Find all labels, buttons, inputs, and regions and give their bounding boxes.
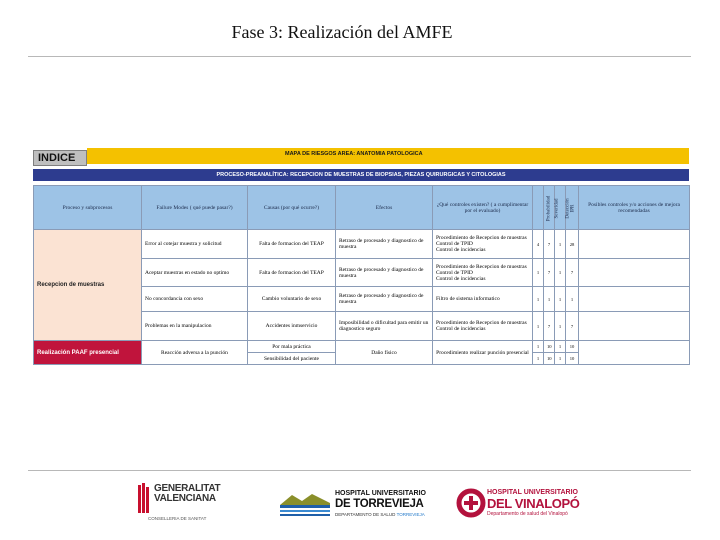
actions-cell	[579, 341, 690, 365]
torrevieja-sub-a: DEPARTAMENTO DE SALUD	[335, 512, 396, 517]
col-header-text: IPR	[570, 204, 576, 212]
controls-cell: Procedimiento de Recepcion de muestras Control de TPID Control de incidencias	[433, 259, 533, 287]
process-cell: Realización PAAF presencial	[34, 341, 142, 365]
torrevieja-emblem-icon	[278, 491, 332, 517]
col-header-text: Severidad	[554, 198, 560, 218]
vinalopo-line2: DEL VINALOPÓ	[487, 496, 580, 511]
cause-cell: Sensibilidad del paciente	[248, 353, 336, 365]
cause-cell: Falta de formacion del TEAP	[248, 259, 336, 287]
deteccion-cell: 1	[555, 230, 566, 259]
cause-cell: Por mala práctica	[248, 341, 336, 353]
cause-cell: Cambio voluntario de sexo	[248, 287, 336, 312]
ipr-cell: 7	[566, 312, 579, 341]
vinalopo-logo	[456, 486, 596, 520]
torrevieja-sub	[335, 512, 425, 517]
cause-cell: Falta de formacion del TEAP	[248, 230, 336, 259]
col-header: Causas (por qué ocurre?)	[248, 186, 336, 230]
controls-cell: Procedimiento realizar punción presencial	[433, 341, 533, 365]
vinalopo-line1: HOSPITAL UNIVERSITARIO	[487, 489, 579, 496]
probabilidad-cell: 1	[533, 312, 544, 341]
effect-cell: Retraso de procesado y diagnostico de muestra	[336, 287, 433, 312]
slide-title: Fase 3: Realización del AMFE	[231, 22, 453, 42]
severidad-cell: 7	[544, 312, 555, 341]
effect-cell: Daño físico	[336, 341, 433, 365]
actions-cell	[579, 287, 690, 312]
map-title: MAPA DE RIESGOS AREA: ANATOMIA PATOLOGICA	[285, 151, 423, 157]
severidad-cell: 7	[544, 259, 555, 287]
torrevieja-sub-b: TORREVIEJA	[396, 512, 425, 517]
deteccion-cell: 1	[555, 312, 566, 341]
cause-cell: Accidentes inmservicio	[248, 312, 336, 341]
deteccion-cell: 1	[555, 341, 566, 353]
deteccion-cell: 1	[555, 287, 566, 312]
controls-cell: Procedimiento de Recepcion de muestras Control de incidencias	[433, 312, 533, 341]
indice-button[interactable]: INDICE	[33, 150, 87, 166]
generalitat-wordmark	[154, 484, 220, 504]
actions-cell	[579, 230, 690, 259]
col-header: ¿Qué controles existen? ( a cumplimentar por el evaluado)	[433, 186, 533, 230]
generalitat-sub: CONSELLERIA DE SANITAT	[148, 516, 207, 521]
generalitat-line1: GENERALITAT	[154, 483, 221, 494]
torrevieja-logo	[278, 487, 436, 521]
table-row	[34, 341, 690, 353]
effect-cell: Retraso de procesado y diagnostico de muestra	[336, 230, 433, 259]
severidad-cell: 10	[544, 353, 555, 365]
table-header-row	[34, 186, 690, 230]
process-title-bar: PROCESO-PREANALÍTICA: RECEPCION DE MUESTRAS DE BIOPSIAS, PIEZAS QUIRURGICAS Y CITOLOGIAS	[33, 169, 689, 181]
ipr-cell: 28	[566, 230, 579, 259]
severidad-cell: 7	[544, 230, 555, 259]
bottom-divider	[28, 470, 691, 471]
col-header-text: Detección	[565, 197, 571, 219]
process-cell: Recepcion de muestras	[34, 230, 142, 341]
severidad-cell: 1	[544, 287, 555, 312]
deteccion-cell: 1	[555, 259, 566, 287]
col-header	[533, 186, 552, 230]
controls-cell: Filtro de sistema informatico	[433, 287, 533, 312]
ipr-cell: 10	[566, 353, 579, 365]
col-header: Failure Modes ( qué puede pasar?)	[142, 186, 248, 230]
amfe-sheet	[33, 145, 689, 380]
probabilidad-cell: 1	[533, 259, 544, 287]
probabilidad-cell: 1	[533, 353, 544, 365]
failure-cell: Error al cotejar muestra y solicitud	[142, 230, 248, 259]
col-header: Posibles controles y/o acciones de mejora recomendadas	[579, 186, 690, 230]
vinalopo-sub: Departamento de salud del Vinalopó	[487, 511, 568, 517]
effect-cell: Imposibilidad o dificultad para emitir un diagnostico seguro	[336, 312, 433, 341]
ipr-cell: 1	[566, 287, 579, 312]
failure-cell: Aceptar muestras en estado no optimo	[142, 259, 248, 287]
amfe-table	[33, 185, 690, 365]
col-header: Proceso y subprocesos	[34, 186, 142, 230]
torrevieja-line2: DE TORREVIEJA	[335, 498, 424, 510]
failure-cell: Problemas en la manipulacion	[142, 312, 248, 341]
actions-cell	[579, 259, 690, 287]
probabilidad-cell: 1	[533, 341, 544, 353]
failure-cell: Reacción adversa a la punción	[142, 341, 248, 365]
ipr-cell: 10	[566, 341, 579, 353]
generalitat-logo	[138, 483, 221, 525]
col-header-text: Probabilidad	[546, 195, 552, 221]
ipr-cell: 7	[566, 259, 579, 287]
top-divider	[28, 56, 691, 57]
actions-cell	[579, 312, 690, 341]
effect-cell: Retraso de procesado y diagnostico de muestra	[336, 259, 433, 287]
map-title-bar	[87, 148, 689, 164]
deteccion-cell: 1	[555, 353, 566, 365]
severidad-cell: 10	[544, 341, 555, 353]
controls-cell: Procedimiento de Recepcion de muestras Control de TPID Control de incidencias	[433, 230, 533, 259]
generalitat-line2: VALENCIANA	[154, 493, 216, 504]
probabilidad-cell: 1	[533, 287, 544, 312]
probabilidad-cell: 4	[533, 230, 544, 259]
col-header: Efectos	[336, 186, 433, 230]
vinalopo-emblem-icon	[456, 488, 486, 518]
failure-cell: No concordancia con sexo	[142, 287, 248, 312]
torrevieja-line1: HOSPITAL UNIVERSITARIO	[335, 490, 427, 497]
table-row	[34, 230, 690, 259]
